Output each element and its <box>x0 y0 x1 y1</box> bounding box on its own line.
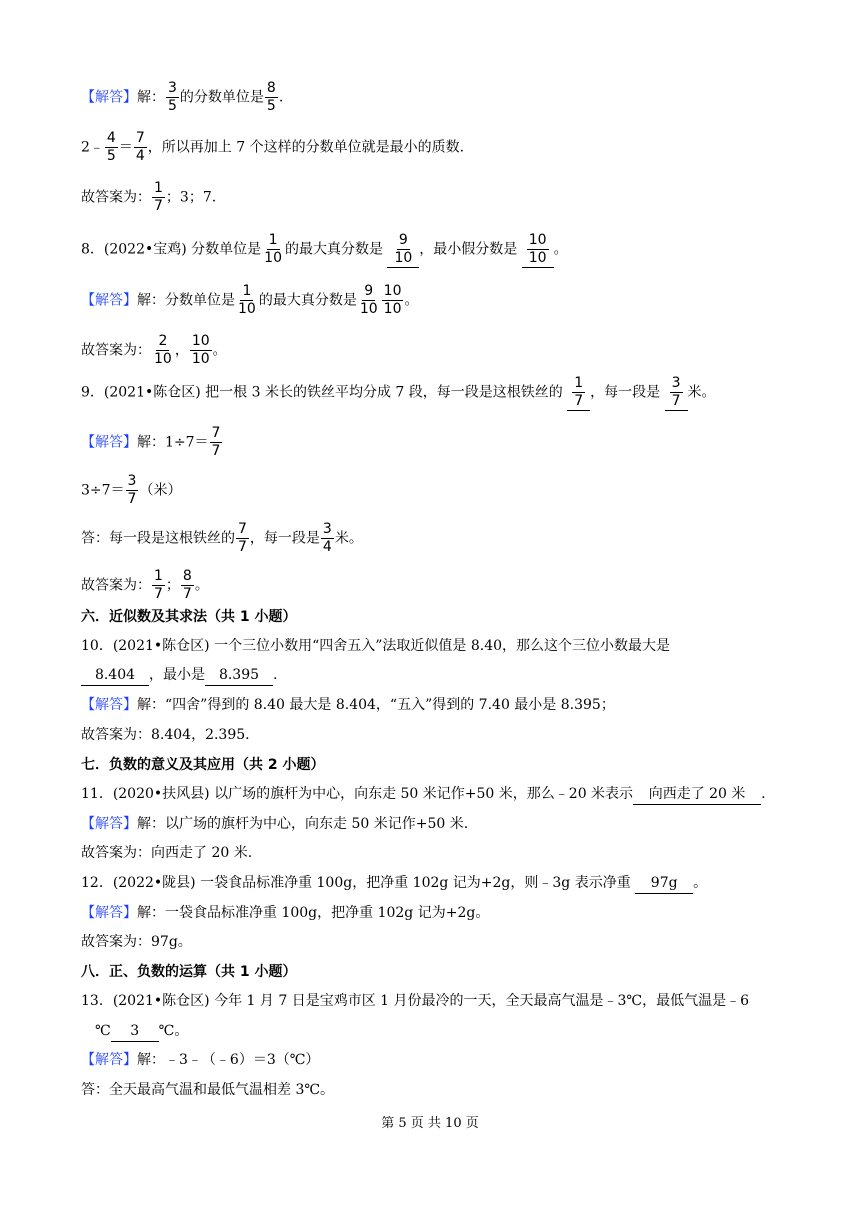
text: . <box>273 667 278 683</box>
text: ； <box>165 577 180 594</box>
text: . <box>278 89 284 106</box>
question-10 <box>81 636 670 656</box>
text: 解：﹣3﹣（﹣6）＝3（℃） <box>137 1052 320 1068</box>
text: 解： <box>137 89 165 106</box>
text: 的分数单位是 <box>179 89 264 106</box>
text: 。 <box>553 241 568 258</box>
answer-tag: 【解答】 <box>81 434 137 451</box>
fraction: $\frac{2}{10}$ <box>154 333 172 367</box>
text: 。 <box>404 292 419 309</box>
answer-line-7a <box>81 80 283 115</box>
text: 答：每一段是这根铁丝的 <box>81 530 235 547</box>
text: ＝ <box>118 139 133 156</box>
answer-tag: 【解答】 <box>81 905 137 921</box>
answer-blank: $\frac{3}{7}$ <box>665 375 688 411</box>
text: ，每一段是 <box>249 530 320 547</box>
answer-13-final: 答：全天最高气温和最低气温相差 3℃。 <box>81 1082 335 1098</box>
text: 解：一袋食品标准净重 100g，把净重 102g 记为+2g。 <box>137 905 490 921</box>
question-8 <box>81 232 568 268</box>
question-9 <box>81 375 716 411</box>
answer-blank: $\frac{9}{10}$ <box>387 232 419 268</box>
answer-9c <box>81 521 363 556</box>
section-heading-7: 七．负数的意义及其应用（共 2 小题） <box>81 757 325 773</box>
text: 解：以广场的旗杆为中心，向东走 50 米记作+50 米. <box>137 816 469 832</box>
answer-9b <box>81 473 181 508</box>
text: 的最大真分数是 <box>285 241 388 258</box>
text: 8．(2022•宝鸡) 分数单位是 <box>81 241 262 258</box>
answer-blank: 3 <box>111 1021 159 1042</box>
page-footer: 第 5 页 共 10 页 <box>381 1116 479 1131</box>
answer-9a <box>81 425 223 460</box>
fraction: $\frac{1}{10}$ <box>264 232 282 266</box>
answer-11 <box>81 814 468 834</box>
text: ，最小假分数是 <box>419 241 522 258</box>
fraction: $\frac{8}{7}$ <box>182 568 192 602</box>
fraction: $\frac{8}{5}$ <box>266 80 276 114</box>
fraction: $\frac{9}{10}$ <box>359 283 378 317</box>
answer-12-final: 故答案为：97g。 <box>81 934 192 950</box>
text: 解：1÷7＝ <box>137 434 209 451</box>
text: （米） <box>139 482 182 499</box>
fraction: $\frac{1}{7}$ <box>154 568 163 602</box>
text: 米。 <box>334 530 363 547</box>
question-12 <box>81 873 707 894</box>
answer-blank: 97g <box>635 873 693 894</box>
answer-line-7b <box>81 130 464 165</box>
answer-blank: 8.395 <box>205 665 273 686</box>
text: 米。 <box>687 384 716 401</box>
text: 3÷7＝ <box>81 482 125 499</box>
answer-12 <box>81 903 489 923</box>
answer-line-7c <box>81 180 216 215</box>
fraction: $\frac{7}{7}$ <box>238 521 247 555</box>
question-13: 13．(2021•陈仓区) 今年 1 月 7 日是宝鸡市区 1 月份最冷的一天，全天最高气温是﹣3℃，最低气温是﹣6 <box>81 993 749 1009</box>
answer-tag: 【解答】 <box>81 816 137 832</box>
text: 。 <box>194 577 209 594</box>
fraction: $\frac{1}{7}$ <box>154 180 163 214</box>
answer-blank: $\frac{1}{7}$ <box>567 375 590 411</box>
answer-8-final <box>81 333 227 368</box>
answer-9d <box>81 568 209 603</box>
fraction: $\frac{3}{7}$ <box>127 473 137 507</box>
answer-blank: $\frac{10}{10}$ <box>522 232 554 268</box>
fraction: $\frac{10}{10}$ <box>383 283 402 317</box>
fraction: $\frac{3}{5}$ <box>168 80 177 114</box>
text: ；3；7. <box>165 189 217 206</box>
fraction: $\frac{7}{7}$ <box>211 425 221 459</box>
text: ，所以再加上 7 个这样的分数单位就是最小的质数. <box>147 139 465 156</box>
question-13-cont <box>95 1021 188 1042</box>
answer-tag: 【解答】 <box>81 697 137 713</box>
answer-blank: 8.404 <box>81 665 149 686</box>
text: 故答案为： <box>81 342 151 359</box>
fraction: $\frac{3}{4}$ <box>322 521 332 555</box>
answer-13 <box>81 1050 319 1070</box>
fraction: $\frac{10}{10}$ <box>191 333 210 367</box>
answer-8 <box>81 283 418 318</box>
fraction: $\frac{1}{10}$ <box>238 283 256 317</box>
answer-tag: 【解答】 <box>81 89 137 106</box>
fraction: $\frac{4}{5}$ <box>106 130 116 164</box>
answer-11-final: 故答案为：向西走了 20 米. <box>81 845 253 861</box>
question-11 <box>81 784 766 805</box>
text: 的最大真分数是 <box>258 292 357 309</box>
text: . <box>761 786 766 802</box>
text: ，每一段是 <box>590 384 665 401</box>
text: 11．(2020•扶风县) 以广场的旗杆为中心，向东走 50 米记作+50 米，那么﹣20 米表示 <box>81 786 634 802</box>
question-10-cont <box>81 665 277 686</box>
answer-10 <box>81 695 615 715</box>
text: 9．(2021•陈仓区) 把一根 3 米长的铁丝平均分成 7 段，每一段是这根铁丝的 <box>81 384 568 401</box>
answer-tag: 【解答】 <box>81 292 137 309</box>
section-heading-6: 六．近似数及其求法（共 1 小题） <box>81 609 297 625</box>
answer-tag: 【解答】 <box>81 1052 137 1068</box>
answer-10-final: 故答案为：8.404，2.395. <box>81 727 250 743</box>
text: 故答案为： <box>81 577 151 594</box>
text: 。 <box>693 875 708 891</box>
text: 解：“四舍”得到的 8.40 最大是 8.404，“五入”得到的 7.40 最小是 8.395； <box>137 697 615 713</box>
text: 12．(2022•陇县) 一袋食品标准净重 100g，把净重 102g 记为+2g，则﹣3g 表示净重 <box>81 875 636 891</box>
answer-blank: 向西走了 20 米 <box>633 784 761 805</box>
text: 2﹣ <box>81 139 104 156</box>
text: ℃ <box>95 1023 111 1039</box>
text: 故答案为： <box>81 189 151 206</box>
text: 10．(2021•陈仓区) 一个三位小数用“四舍五入”法取近似值是 8.40，那么这个三位小数最大是 <box>81 638 671 654</box>
text: ， <box>174 342 189 359</box>
fraction: $\frac{7}{4}$ <box>135 130 145 164</box>
text: ，最小是 <box>149 667 205 683</box>
text: 。 <box>212 342 227 359</box>
text: 解：分数单位是 <box>137 292 235 309</box>
section-heading-8: 八．正、负数的运算（共 1 小题） <box>81 964 297 980</box>
text: ℃。 <box>158 1023 189 1039</box>
